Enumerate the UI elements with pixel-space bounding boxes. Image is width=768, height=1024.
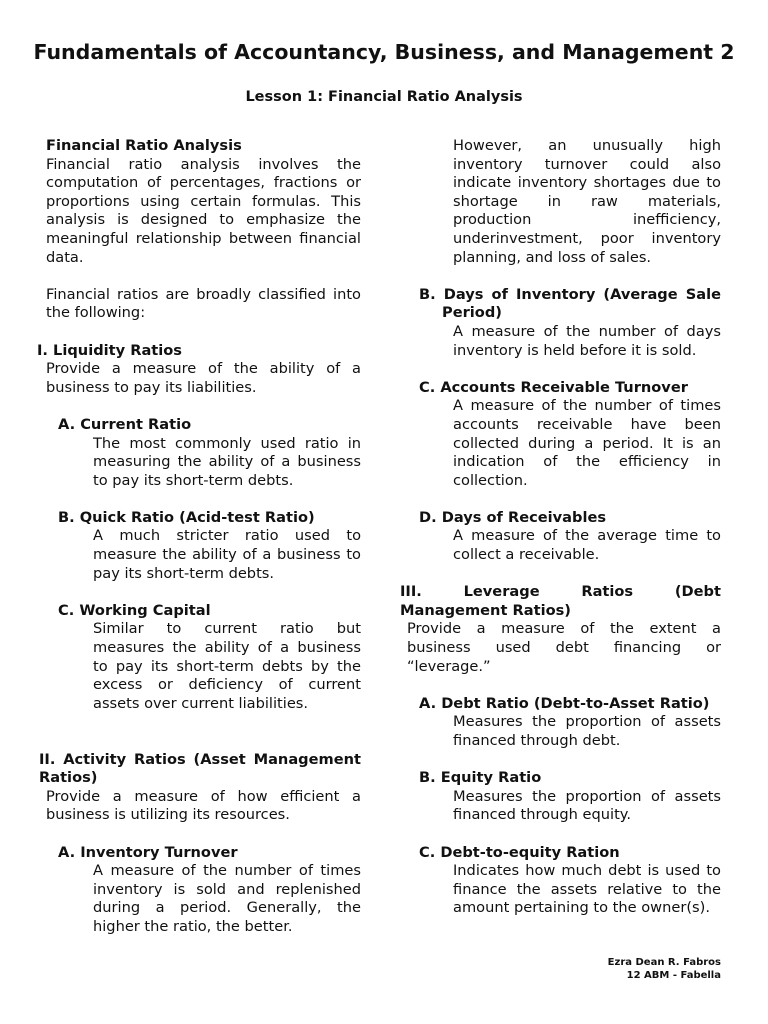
liquidity-desc: Provide a measure of the ability of a business to pay its liabilities. xyxy=(46,360,361,396)
leverage-heading: III. Leverage Ratios (Debt Management Ratios) xyxy=(400,583,721,619)
liquidity-heading: I. Liquidity Ratios xyxy=(37,341,182,359)
current-ratio-label: A. Current Ratio xyxy=(58,415,192,433)
debt-ratio-label: A. Debt Ratio (Debt-to-Asset Ratio) xyxy=(419,694,710,712)
days-of-receivables-desc: A measure of the average time to collect a receivable. xyxy=(453,527,721,564)
inventory-turnover-desc: A measure of the number of times inventory is sold and replenished during a period. Generally, the higher the ratio, the better. xyxy=(93,862,361,935)
days-of-inventory-label: B. Days of Inventory (Average Sale Period) xyxy=(419,285,721,322)
inventory-turnover-continued: However, an unusually high inventory turnover could also indicate inventory shortages due to shortage in raw materials, production inefficiency, underinvestment, poor inventory planning, and loss of sales. xyxy=(453,137,721,266)
ar-turnover-label: C. Accounts Receivable Turnover xyxy=(419,378,688,396)
days-of-inventory-desc: A measure of the number of days inventory is held before it is sold. xyxy=(453,322,721,359)
working-capital-label: C. Working Capital xyxy=(58,601,211,619)
equity-ratio-desc: Measures the proportion of assets financed through equity. xyxy=(453,787,721,824)
inventory-turnover-label: A. Inventory Turnover xyxy=(58,843,238,861)
left-column xyxy=(37,137,361,937)
debt-ratio-desc: Measures the proportion of assets financed through debt. xyxy=(453,713,721,749)
quick-ratio-label: B. Quick Ratio (Acid-test Ratio) xyxy=(58,508,315,526)
intro-paragraph-1: Financial ratio analysis involves the computation of percentages, fractions or proportions using certain formulas. This analysis is designed to emphasize the meaningful relationship between financial data. xyxy=(46,155,361,266)
activity-desc: Provide a measure of how efficient a business is utilizing its resources. xyxy=(46,787,361,824)
lesson-subtitle: Lesson 1: Financial Ratio Analysis xyxy=(245,89,523,105)
author-section: 12 ABM - Fabella xyxy=(626,969,721,981)
activity-heading: II. Activity Ratios (Asset Management Ratios) xyxy=(39,750,361,787)
debt-to-equity-label: C. Debt-to-equity Ration xyxy=(419,843,620,861)
author-footer xyxy=(608,957,721,982)
debt-to-equity-desc: Indicates how much debt is used to finance the assets relative to the amount pertaining to the owner(s). xyxy=(453,862,721,917)
author-name: Ezra Dean R. Fabros xyxy=(607,957,721,968)
leverage-desc: Provide a measure of the extent a business used debt financing or “leverage.” xyxy=(407,620,721,675)
working-capital-desc: Similar to current ratio but measures the ability of a business to pay its short-term debts by the excess or deficiency of current assets over current liabilities. xyxy=(93,620,361,712)
current-ratio-desc: The most commonly used ratio in measuring the ability of a business to pay its short-term debts. xyxy=(93,434,361,489)
quick-ratio-desc: A much stricter ratio used to measure the ability of a business to pay its short-term debts. xyxy=(93,527,361,582)
equity-ratio-label: B. Equity Ratio xyxy=(419,769,542,787)
ar-turnover-desc: A measure of the number of times accounts receivable have been collected during a period. It is an indication of the efficiency in collection. xyxy=(453,397,721,489)
right-column xyxy=(400,137,721,918)
page-title: Fundamentals of Accountancy, Business, and Management 2 xyxy=(33,40,735,64)
intro-paragraph-2: Financial ratios are broadly classified into the following: xyxy=(46,285,361,322)
days-of-receivables-label: D. Days of Receivables xyxy=(419,508,607,526)
intro-heading: Financial Ratio Analysis xyxy=(46,137,242,154)
